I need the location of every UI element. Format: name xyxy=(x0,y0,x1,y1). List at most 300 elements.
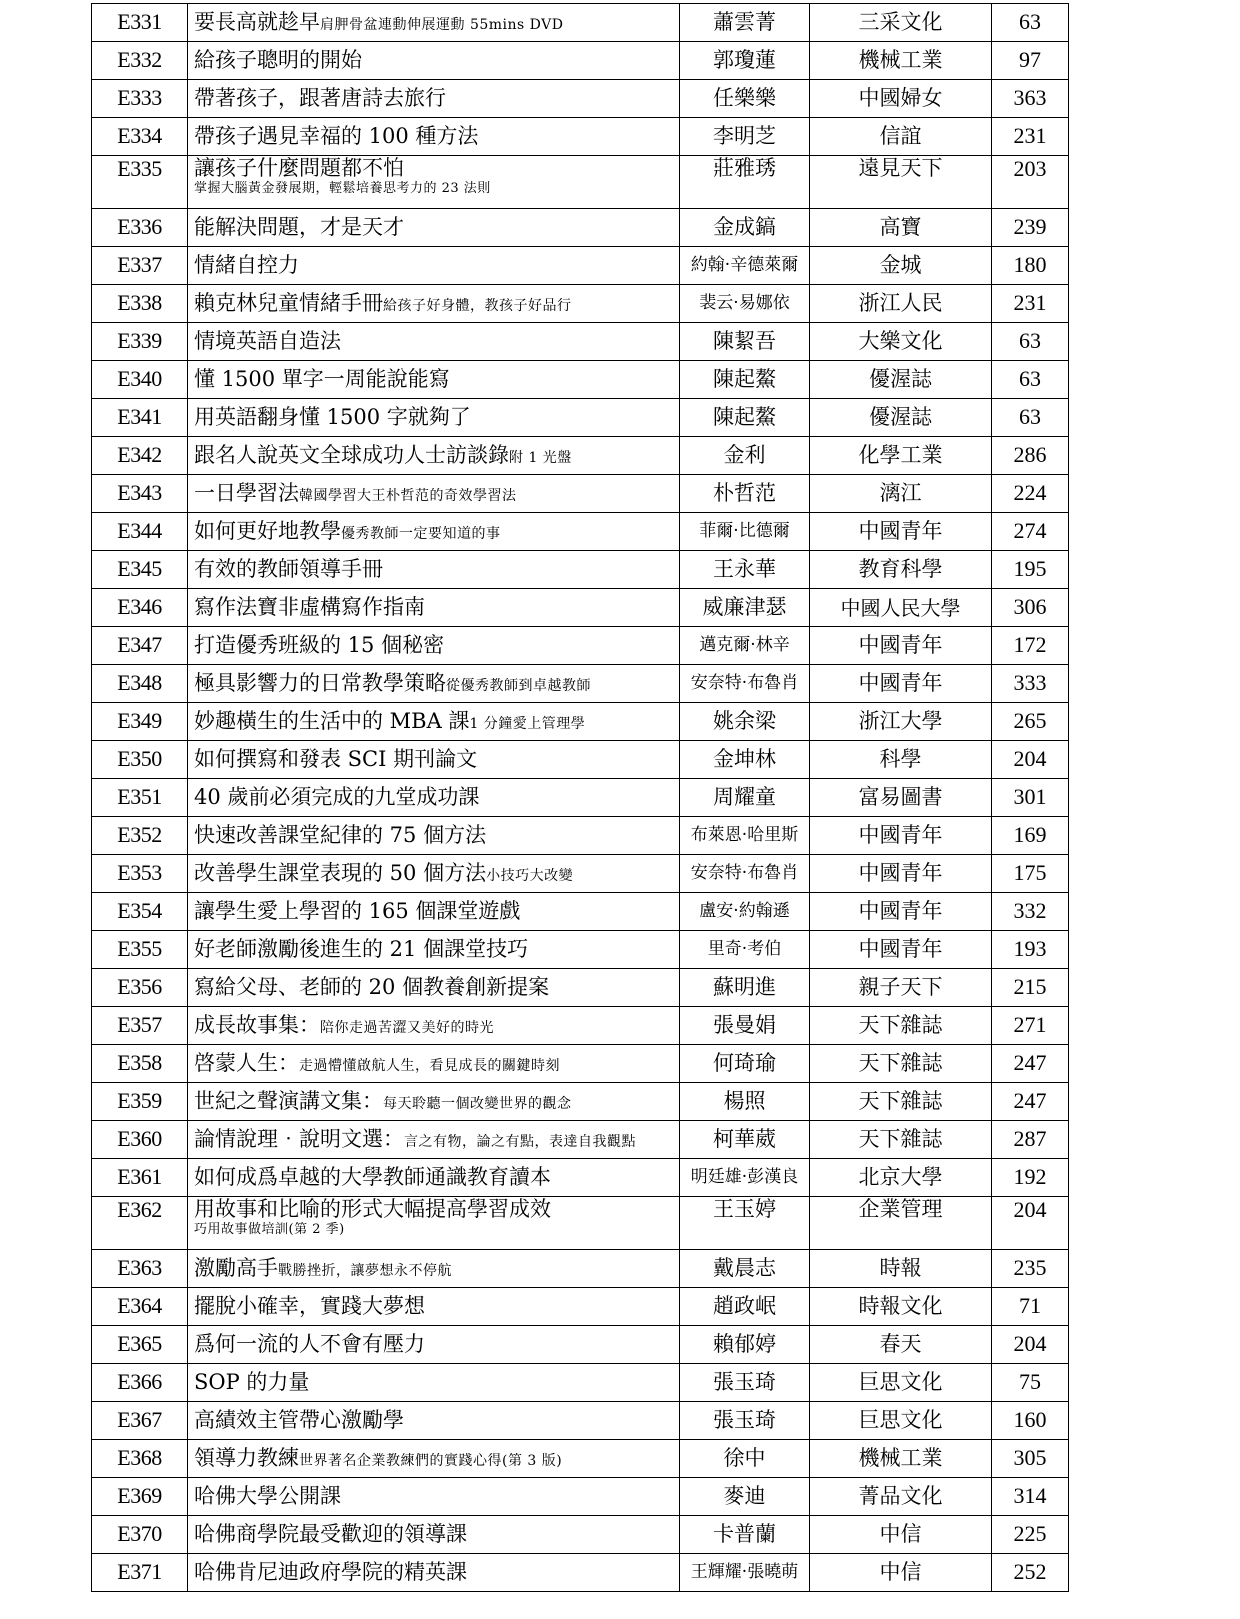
book-pages-cell: 287 xyxy=(992,1121,1069,1159)
book-author-cell: 趙政岷 xyxy=(680,1288,810,1326)
book-pages-cell: 306 xyxy=(992,589,1069,627)
book-title: 擺脫小確幸，實踐大夢想 xyxy=(194,1293,425,1318)
book-title: 40 歲前必須完成的九堂成功課 xyxy=(194,784,480,809)
book-title: SOP 的力量 xyxy=(194,1369,310,1394)
table-row xyxy=(92,665,1069,703)
table-row xyxy=(92,1326,1069,1364)
book-title-cell xyxy=(188,247,680,285)
book-subtitle: 世界著名企業教練們的實踐心得(第 3 版) xyxy=(299,1452,563,1469)
book-id-cell: E365 xyxy=(92,1326,188,1364)
book-pages-cell: 215 xyxy=(992,969,1069,1007)
book-subtitle: 每天聆聽一個改變世界的觀念 xyxy=(383,1095,572,1112)
table-row xyxy=(92,1083,1069,1121)
book-pages-cell: 63 xyxy=(992,4,1069,42)
book-publisher-cell: 富易圖書 xyxy=(810,779,992,817)
table-row xyxy=(92,156,1069,209)
book-publisher-cell: 中國青年 xyxy=(810,855,992,893)
book-title-cell xyxy=(188,1045,680,1083)
book-title: 妙趣橫生的生活中的 MBA 課 xyxy=(194,708,470,733)
book-id-cell: E345 xyxy=(92,551,188,589)
book-title-cell xyxy=(188,42,680,80)
book-author-cell: 柯華葳 xyxy=(680,1121,810,1159)
book-publisher-cell: 企業管理 xyxy=(810,1197,992,1250)
book-title-cell xyxy=(188,118,680,156)
book-publisher-cell: 天下雜誌 xyxy=(810,1045,992,1083)
book-title-cell xyxy=(188,779,680,817)
book-publisher-cell: 中國人民大學 xyxy=(810,589,992,627)
book-author-cell: 卡普蘭 xyxy=(680,1516,810,1554)
book-title-cell xyxy=(188,156,680,209)
book-id-cell: E356 xyxy=(92,969,188,1007)
book-subtitle: 陪你走過苦澀又美好的時光 xyxy=(320,1019,494,1036)
book-title: 激勵高手 xyxy=(194,1255,278,1280)
book-title: 用英語翻身懂 1500 字就夠了 xyxy=(194,404,471,429)
book-title: 要長高就趁早 xyxy=(194,9,320,34)
book-author-cell: 朴哲范 xyxy=(680,475,810,513)
book-title-cell xyxy=(188,741,680,779)
book-author-cell: 金坤林 xyxy=(680,741,810,779)
book-title: 啓蒙人生： xyxy=(194,1050,299,1075)
book-author-cell: 安奈特·布魯肖 xyxy=(680,855,810,893)
book-id-cell: E359 xyxy=(92,1083,188,1121)
book-author-cell: 王玉婷 xyxy=(680,1197,810,1250)
book-title: 情境英語自造法 xyxy=(194,328,341,353)
book-pages-cell: 314 xyxy=(992,1478,1069,1516)
table-row xyxy=(92,627,1069,665)
table-row xyxy=(92,551,1069,589)
book-pages-cell: 180 xyxy=(992,247,1069,285)
book-title-cell xyxy=(188,1516,680,1554)
book-pages-cell: 363 xyxy=(992,80,1069,118)
table-row xyxy=(92,969,1069,1007)
book-pages-cell: 195 xyxy=(992,551,1069,589)
book-pages-cell: 224 xyxy=(992,475,1069,513)
book-publisher-cell: 浙江大學 xyxy=(810,703,992,741)
book-author-cell: 邁克爾·林辛 xyxy=(680,627,810,665)
book-publisher-cell: 中國青年 xyxy=(810,513,992,551)
book-publisher-cell: 菁品文化 xyxy=(810,1478,992,1516)
book-pages-cell: 169 xyxy=(992,817,1069,855)
book-author-cell: 布萊恩·哈里斯 xyxy=(680,817,810,855)
book-publisher-cell: 中國青年 xyxy=(810,931,992,969)
book-publisher-cell: 大樂文化 xyxy=(810,323,992,361)
book-pages-cell: 71 xyxy=(992,1288,1069,1326)
book-author-cell: 何琦瑜 xyxy=(680,1045,810,1083)
table-row xyxy=(92,1045,1069,1083)
book-id-cell: E333 xyxy=(92,80,188,118)
book-id-cell: E358 xyxy=(92,1045,188,1083)
book-title: 快速改善課堂紀律的 75 個方法 xyxy=(194,822,487,847)
table-row xyxy=(92,855,1069,893)
book-title-cell xyxy=(188,1288,680,1326)
book-title: 爲何一流的人不會有壓力 xyxy=(194,1331,425,1356)
book-pages-cell: 247 xyxy=(992,1045,1069,1083)
book-pages-cell: 203 xyxy=(992,156,1069,209)
book-title: 成長故事集： xyxy=(194,1012,320,1037)
book-author-cell: 周耀童 xyxy=(680,779,810,817)
book-pages-cell: 333 xyxy=(992,665,1069,703)
book-author-cell: 張曼娟 xyxy=(680,1007,810,1045)
book-author-cell: 戴晨志 xyxy=(680,1250,810,1288)
book-publisher-cell: 天下雜誌 xyxy=(810,1083,992,1121)
book-title-cell xyxy=(188,1554,680,1592)
table-row xyxy=(92,42,1069,80)
book-title: 賴克林兒童情緒手冊 xyxy=(194,290,383,315)
book-pages-cell: 225 xyxy=(992,1516,1069,1554)
book-title-cell xyxy=(188,1326,680,1364)
table-row xyxy=(92,285,1069,323)
book-title-cell xyxy=(188,1007,680,1045)
table-row xyxy=(92,1159,1069,1197)
book-author-cell: 賴郁婷 xyxy=(680,1326,810,1364)
book-pages-cell: 301 xyxy=(992,779,1069,817)
book-id-cell: E335 xyxy=(92,156,188,209)
book-id-cell: E360 xyxy=(92,1121,188,1159)
book-publisher-cell: 優渥誌 xyxy=(810,399,992,437)
book-title-cell xyxy=(188,323,680,361)
book-subtitle: 掌握大腦黃金發展期，輕鬆培養思考力的 23 法則 xyxy=(194,181,491,197)
book-pages-cell: 172 xyxy=(992,627,1069,665)
book-pages-cell: 286 xyxy=(992,437,1069,475)
table-row xyxy=(92,399,1069,437)
book-pages-cell: 175 xyxy=(992,855,1069,893)
book-publisher-cell: 中信 xyxy=(810,1554,992,1592)
table-row xyxy=(92,323,1069,361)
book-title-cell xyxy=(188,1364,680,1402)
book-title-cell xyxy=(188,1478,680,1516)
book-publisher-cell: 信誼 xyxy=(810,118,992,156)
book-id-cell: E357 xyxy=(92,1007,188,1045)
book-subtitle: 優秀教師一定要知道的事 xyxy=(341,525,501,542)
book-author-cell: 郭瓊蓮 xyxy=(680,42,810,80)
book-pages-cell: 193 xyxy=(992,931,1069,969)
book-publisher-cell: 機械工業 xyxy=(810,42,992,80)
book-id-cell: E338 xyxy=(92,285,188,323)
book-author-cell: 陳絜吾 xyxy=(680,323,810,361)
book-title: 讓孩子什麼問題都不怕 xyxy=(194,156,404,180)
book-id-cell: E349 xyxy=(92,703,188,741)
book-title: 如何撰寫和發表 SCI 期刊論文 xyxy=(194,746,478,771)
book-publisher-cell: 親子天下 xyxy=(810,969,992,1007)
book-title: 如何成爲卓越的大學教師通識教育讀本 xyxy=(194,1164,551,1189)
book-author-cell: 王輝耀·張曉萌 xyxy=(680,1554,810,1592)
book-id-cell: E340 xyxy=(92,361,188,399)
table-row xyxy=(92,703,1069,741)
book-title: 用故事和比喻的形式大幅提高學習成效 xyxy=(194,1197,551,1221)
book-pages-cell: 204 xyxy=(992,1326,1069,1364)
book-id-cell: E347 xyxy=(92,627,188,665)
book-publisher-cell: 天下雜誌 xyxy=(810,1121,992,1159)
book-pages-cell: 97 xyxy=(992,42,1069,80)
book-id-cell: E366 xyxy=(92,1364,188,1402)
book-id-cell: E351 xyxy=(92,779,188,817)
table-row xyxy=(92,1250,1069,1288)
book-pages-cell: 247 xyxy=(992,1083,1069,1121)
book-title-cell xyxy=(188,361,680,399)
book-id-cell: E369 xyxy=(92,1478,188,1516)
book-subtitle: 韓國學習大王朴哲范的奇效學習法 xyxy=(299,487,517,504)
book-author-cell: 李明芝 xyxy=(680,118,810,156)
book-title-cell xyxy=(188,703,680,741)
book-title: 帶孩子遇見幸福的 100 種方法 xyxy=(194,123,479,148)
book-pages-cell: 75 xyxy=(992,1364,1069,1402)
table-row xyxy=(92,1288,1069,1326)
book-publisher-cell: 時報 xyxy=(810,1250,992,1288)
book-author-cell: 張玉琦 xyxy=(680,1364,810,1402)
book-title: 改善學生課堂表現的 50 個方法 xyxy=(194,860,487,885)
book-pages-cell: 63 xyxy=(992,399,1069,437)
table-row xyxy=(92,80,1069,118)
book-title-cell xyxy=(188,1159,680,1197)
book-title: 能解決問題，才是天才 xyxy=(194,214,404,239)
book-id-cell: E343 xyxy=(92,475,188,513)
book-publisher-cell: 中國青年 xyxy=(810,665,992,703)
book-pages-cell: 274 xyxy=(992,513,1069,551)
book-title-cell xyxy=(188,285,680,323)
book-pages-cell: 235 xyxy=(992,1250,1069,1288)
book-subtitle: 巧用故事做培訓(第 2 季) xyxy=(194,1222,345,1238)
book-publisher-cell: 化學工業 xyxy=(810,437,992,475)
book-publisher-cell: 機械工業 xyxy=(810,1440,992,1478)
book-list-table xyxy=(91,3,1069,1592)
book-id-cell: E354 xyxy=(92,893,188,931)
book-id-cell: E348 xyxy=(92,665,188,703)
table-row xyxy=(92,1402,1069,1440)
book-subtitle: 肩胛骨盆連動伸展運動 55mins DVD xyxy=(320,16,564,33)
book-title-cell xyxy=(188,4,680,42)
table-row xyxy=(92,437,1069,475)
book-author-cell: 菲爾·比德爾 xyxy=(680,513,810,551)
table-row xyxy=(92,589,1069,627)
table-row xyxy=(92,209,1069,247)
table-row xyxy=(92,741,1069,779)
book-publisher-cell: 北京大學 xyxy=(810,1159,992,1197)
book-author-cell: 徐中 xyxy=(680,1440,810,1478)
book-id-cell: E363 xyxy=(92,1250,188,1288)
book-title-cell xyxy=(188,475,680,513)
book-pages-cell: 204 xyxy=(992,741,1069,779)
book-title: 寫給父母、老師的 20 個教養創新提案 xyxy=(194,974,550,999)
book-author-cell: 蕭雲菁 xyxy=(680,4,810,42)
book-title-cell xyxy=(188,627,680,665)
book-title: 一日學習法 xyxy=(194,480,299,505)
book-id-cell: E334 xyxy=(92,118,188,156)
book-author-cell: 金利 xyxy=(680,437,810,475)
book-publisher-cell: 三采文化 xyxy=(810,4,992,42)
book-author-cell: 張玉琦 xyxy=(680,1402,810,1440)
book-id-cell: E362 xyxy=(92,1197,188,1250)
book-title: 給孩子聰明的開始 xyxy=(194,47,362,72)
book-subtitle: 1 分鐘愛上管理學 xyxy=(469,715,586,732)
book-subtitle: 戰勝挫折，讓夢想永不停航 xyxy=(278,1262,452,1279)
book-subtitle: 言之有物，論之有點，表達自我觀點 xyxy=(404,1133,636,1150)
book-title-cell xyxy=(188,931,680,969)
book-title: 世紀之聲演講文集： xyxy=(194,1088,383,1113)
book-publisher-cell: 浙江人民 xyxy=(810,285,992,323)
book-publisher-cell: 天下雜誌 xyxy=(810,1007,992,1045)
book-title-cell xyxy=(188,513,680,551)
book-publisher-cell: 春天 xyxy=(810,1326,992,1364)
book-author-cell: 盧安·約翰遜 xyxy=(680,893,810,931)
book-pages-cell: 160 xyxy=(992,1402,1069,1440)
book-title-cell xyxy=(188,399,680,437)
book-title: 哈佛大學公開課 xyxy=(194,1483,341,1508)
book-pages-cell: 231 xyxy=(992,285,1069,323)
book-publisher-cell: 巨思文化 xyxy=(810,1364,992,1402)
book-author-cell: 安奈特·布魯肖 xyxy=(680,665,810,703)
book-author-cell: 麥迪 xyxy=(680,1478,810,1516)
book-publisher-cell: 教育科學 xyxy=(810,551,992,589)
book-author-cell: 姚余梁 xyxy=(680,703,810,741)
book-title: 哈佛肯尼迪政府學院的精英課 xyxy=(194,1559,467,1584)
book-pages-cell: 305 xyxy=(992,1440,1069,1478)
table-row xyxy=(92,1121,1069,1159)
book-title-cell xyxy=(188,969,680,1007)
book-pages-cell: 252 xyxy=(992,1554,1069,1592)
book-title: 打造優秀班級的 15 個秘密 xyxy=(194,632,445,657)
book-pages-cell: 271 xyxy=(992,1007,1069,1045)
book-id-cell: E361 xyxy=(92,1159,188,1197)
book-title-cell xyxy=(188,437,680,475)
book-title: 有效的教師領導手冊 xyxy=(194,556,383,581)
table-row xyxy=(92,475,1069,513)
book-title: 極具影響力的日常教學策略 xyxy=(194,670,446,695)
book-subtitle: 小技巧大改變 xyxy=(486,867,574,884)
book-id-cell: E352 xyxy=(92,817,188,855)
table-row xyxy=(92,4,1069,42)
table-row xyxy=(92,1554,1069,1592)
book-title: 哈佛商學院最受歡迎的領導課 xyxy=(194,1521,467,1546)
book-id-cell: E337 xyxy=(92,247,188,285)
book-title-cell xyxy=(188,589,680,627)
book-pages-cell: 63 xyxy=(992,361,1069,399)
book-publisher-cell: 中國青年 xyxy=(810,817,992,855)
book-title: 帶著孩子，跟著唐詩去旅行 xyxy=(194,85,446,110)
book-publisher-cell: 中國婦女 xyxy=(810,80,992,118)
book-subtitle: 附 1 光盤 xyxy=(509,449,572,466)
book-publisher-cell: 中國青年 xyxy=(810,627,992,665)
book-title: 跟名人說英文全球成功人士訪談錄 xyxy=(194,442,509,467)
book-id-cell: E370 xyxy=(92,1516,188,1554)
table-row xyxy=(92,817,1069,855)
book-id-cell: E364 xyxy=(92,1288,188,1326)
table-row xyxy=(92,361,1069,399)
table-row xyxy=(92,1007,1069,1045)
book-author-cell: 里奇·考伯 xyxy=(680,931,810,969)
book-author-cell: 任樂樂 xyxy=(680,80,810,118)
table-row xyxy=(92,1516,1069,1554)
book-title-cell xyxy=(188,209,680,247)
book-id-cell: E350 xyxy=(92,741,188,779)
book-id-cell: E339 xyxy=(92,323,188,361)
book-pages-cell: 192 xyxy=(992,1159,1069,1197)
book-publisher-cell: 巨思文化 xyxy=(810,1402,992,1440)
book-id-cell: E344 xyxy=(92,513,188,551)
book-author-cell: 蘇明進 xyxy=(680,969,810,1007)
book-title-cell xyxy=(188,551,680,589)
book-title-cell xyxy=(188,1083,680,1121)
book-subtitle: 給孩子好身體，教孩子好品行 xyxy=(383,297,572,314)
book-publisher-cell: 金城 xyxy=(810,247,992,285)
book-title: 懂 1500 單字一周能說能寫 xyxy=(194,366,450,391)
book-author-cell: 裴云·易娜依 xyxy=(680,285,810,323)
book-title: 論情說理‧說明文選： xyxy=(194,1126,404,1151)
book-title: 如何更好地教學 xyxy=(194,518,341,543)
table-row xyxy=(92,513,1069,551)
book-pages-cell: 239 xyxy=(992,209,1069,247)
book-author-cell: 王永華 xyxy=(680,551,810,589)
book-title: 情緒自控力 xyxy=(194,252,299,277)
table-row xyxy=(92,893,1069,931)
table-row xyxy=(92,1197,1069,1250)
book-publisher-cell: 漓江 xyxy=(810,475,992,513)
book-title: 寫作法寶非虛構寫作指南 xyxy=(194,594,425,619)
book-title: 領導力教練 xyxy=(194,1445,299,1470)
book-pages-cell: 63 xyxy=(992,323,1069,361)
book-id-cell: E331 xyxy=(92,4,188,42)
book-title-cell xyxy=(188,855,680,893)
book-title-cell xyxy=(188,1402,680,1440)
book-title-cell xyxy=(188,1250,680,1288)
book-subtitle: 從優秀教師到卓越教師 xyxy=(446,677,591,694)
book-subtitle: 走過懵懂啟航人生，看見成長的關鍵時刻 xyxy=(299,1057,560,1074)
table-row xyxy=(92,1478,1069,1516)
book-id-cell: E332 xyxy=(92,42,188,80)
book-id-cell: E336 xyxy=(92,209,188,247)
book-pages-cell: 332 xyxy=(992,893,1069,931)
book-publisher-cell: 科學 xyxy=(810,741,992,779)
book-title-cell xyxy=(188,1121,680,1159)
book-publisher-cell: 遠見天下 xyxy=(810,156,992,209)
table-row xyxy=(92,931,1069,969)
book-id-cell: E342 xyxy=(92,437,188,475)
book-title-cell xyxy=(188,1440,680,1478)
table-row xyxy=(92,247,1069,285)
book-pages-cell: 204 xyxy=(992,1197,1069,1250)
book-title-cell xyxy=(188,817,680,855)
book-title-cell xyxy=(188,665,680,703)
book-title-cell xyxy=(188,893,680,931)
book-id-cell: E355 xyxy=(92,931,188,969)
book-author-cell: 約翰·辛德萊爾 xyxy=(680,247,810,285)
book-title-cell xyxy=(188,1197,680,1250)
book-author-cell: 金成鎬 xyxy=(680,209,810,247)
book-id-cell: E371 xyxy=(92,1554,188,1592)
table-row xyxy=(92,779,1069,817)
book-title: 高績效主管帶心激勵學 xyxy=(194,1407,404,1432)
book-id-cell: E368 xyxy=(92,1440,188,1478)
book-author-cell: 陳起鰲 xyxy=(680,361,810,399)
book-publisher-cell: 時報文化 xyxy=(810,1288,992,1326)
table-row xyxy=(92,118,1069,156)
book-publisher-cell: 中國青年 xyxy=(810,893,992,931)
book-id-cell: E367 xyxy=(92,1402,188,1440)
book-author-cell: 楊照 xyxy=(680,1083,810,1121)
book-id-cell: E341 xyxy=(92,399,188,437)
book-list-body xyxy=(92,4,1069,1592)
book-author-cell: 威廉津瑟 xyxy=(680,589,810,627)
book-author-cell: 莊雅琇 xyxy=(680,156,810,209)
book-title-cell xyxy=(188,80,680,118)
table-row xyxy=(92,1440,1069,1478)
book-publisher-cell: 中信 xyxy=(810,1516,992,1554)
book-id-cell: E346 xyxy=(92,589,188,627)
table-row xyxy=(92,1364,1069,1402)
book-pages-cell: 231 xyxy=(992,118,1069,156)
book-id-cell: E353 xyxy=(92,855,188,893)
book-author-cell: 明廷雄·彭漢良 xyxy=(680,1159,810,1197)
book-publisher-cell: 高寶 xyxy=(810,209,992,247)
